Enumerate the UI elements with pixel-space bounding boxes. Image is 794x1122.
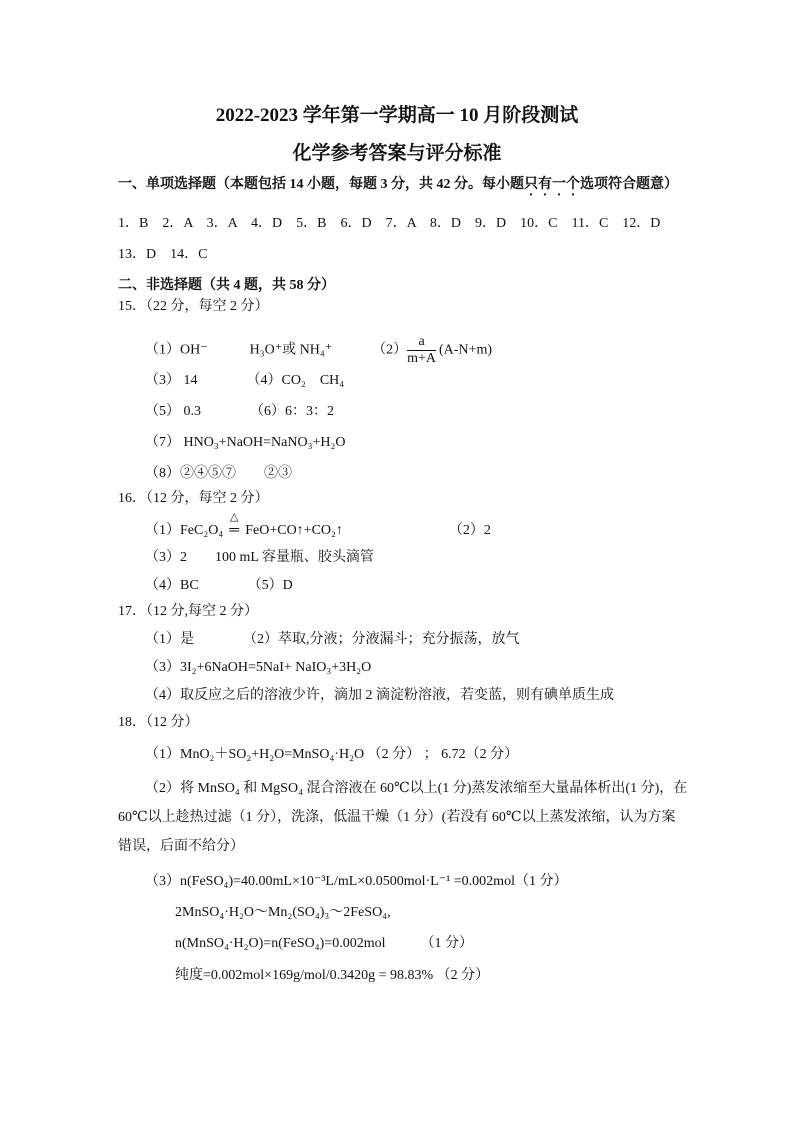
q15-line-1-b: （2） <box>372 342 408 358</box>
q17-heading: 17．（12 分,每空 2 分） <box>118 604 258 619</box>
q18-line-8: 纯度=0.002mol×169g/mol/0.3420g = 98.83% （2 分） <box>175 968 490 983</box>
q16-line-1 <box>145 511 491 541</box>
fraction <box>407 334 436 367</box>
q18-heading: 18．（12 分） <box>118 715 199 730</box>
page-title: 2022-2023 学年第一学期高一 10 月阶段测试 <box>215 105 579 126</box>
q15-line-5: （8）②④⑤⑦ ②③ <box>145 466 292 481</box>
heat-condition <box>223 511 245 541</box>
q17-line-3: （4）取反应之后的溶液少许，滴加 2 滴淀粉溶液，若变蓝，则有碘单质生成 <box>145 688 614 703</box>
section-heading-part2: 二、非选择题（共 4 题，共 58 分） <box>118 278 335 293</box>
emphasis-dot-char: 一 <box>552 177 566 192</box>
q18-line-6: 2MnSO₄·H₂O～Mn₂(SO₄)₃～2FeSO₄, <box>175 905 391 920</box>
delta-icon: △ <box>229 511 239 523</box>
q16-line-2: （3）2 100 mL 容量瓶、胶头滴管 <box>145 550 374 565</box>
q18-line-2: （2）将 MnSO₄ 和 MgSO₄ 混合溶液在 60℃以上(1 分)蒸发浓缩至大量晶体析出(1 分)，在 <box>145 781 688 796</box>
q15-line-1-a: （1）OH⁻ H₃O⁺或 NH₄⁺ <box>145 342 333 358</box>
emphasis-dot-char: 个 <box>566 177 580 192</box>
section-heading-part1 <box>118 175 678 195</box>
q18-line-5: （3）n(FeSO₄)=40.00mL×10⁻³L/mL×0.0500mol·L⁻¹ =0.002mol（1 分） <box>145 874 568 889</box>
q17-line-2: （3）3I₂+6NaOH=5NaI+ NaIO₃+3H₂O <box>145 660 372 675</box>
q18-line-7: n(MnSO₄·H₂O)=n(FeSO₄)=0.002mol （1 分） <box>175 936 473 951</box>
q18-line-1: （1）MnO₂＋SO₂+H₂O=MnSO₄·H₂O （2 分） ； 6.72（2 分） <box>145 747 519 762</box>
answers-line-1: 1．B 2．A 3．A 4．D 5．B 6．D 7．A 8．D 9．D 10．C 11．C 12．D <box>118 216 661 231</box>
q18-line-4: 错误，后面不给分） <box>118 839 244 854</box>
q15-heading: 15．（22 分，每空 2 分） <box>118 299 269 314</box>
emphasis-dot-char: 只 <box>524 177 538 192</box>
q18-line-3: 60℃以上趁热过滤（1 分），洗涤，低温干燥（1 分）(若没有 60℃以上蒸发浓缩，认为方案 <box>118 810 676 825</box>
q15-line-4: （7） HNO₃+NaOH=NaNO₃+H₂O <box>145 435 346 450</box>
fraction-numerator: a <box>407 334 436 351</box>
q16-heading: 16．（12 分，每空 2 分） <box>118 491 269 506</box>
double-equals-sign: ═ <box>229 523 240 538</box>
answers-line-2: 13．D 14．C <box>118 247 208 262</box>
q16-line-1-b: FeO+CO↑+CO₂↑ <box>245 523 343 538</box>
q16-line-3: （4）BC （5）D <box>145 578 293 593</box>
emphasis-dot-char: 有 <box>538 177 552 192</box>
q15-line-3: （5） 0.3 （6）6：3：2 <box>145 404 334 419</box>
q15-line-1 <box>145 334 492 367</box>
page-subtitle: 化学参考答案与评分标准 <box>292 143 502 164</box>
q17-line-1: （1）是 （2）萃取,分液；分液漏斗；充分振荡，放气 <box>145 632 520 647</box>
section-heading-text-a: 一、单项选择题（本题包括 14 小题，每题 3 分，共 42 分。每小题 <box>118 177 524 192</box>
q16-line-1-a: （1）FeC₂O₄ <box>145 523 224 538</box>
fraction-denominator: m+A <box>407 351 436 366</box>
q16-line-1-c: （2）2 <box>448 523 491 538</box>
section-heading-text-b: 选项符合题意） <box>580 177 678 192</box>
q15-line-1-c: (A-N+m) <box>439 342 492 358</box>
q15-line-2: （3） 14 （4）CO₂ CH₄ <box>145 373 345 388</box>
